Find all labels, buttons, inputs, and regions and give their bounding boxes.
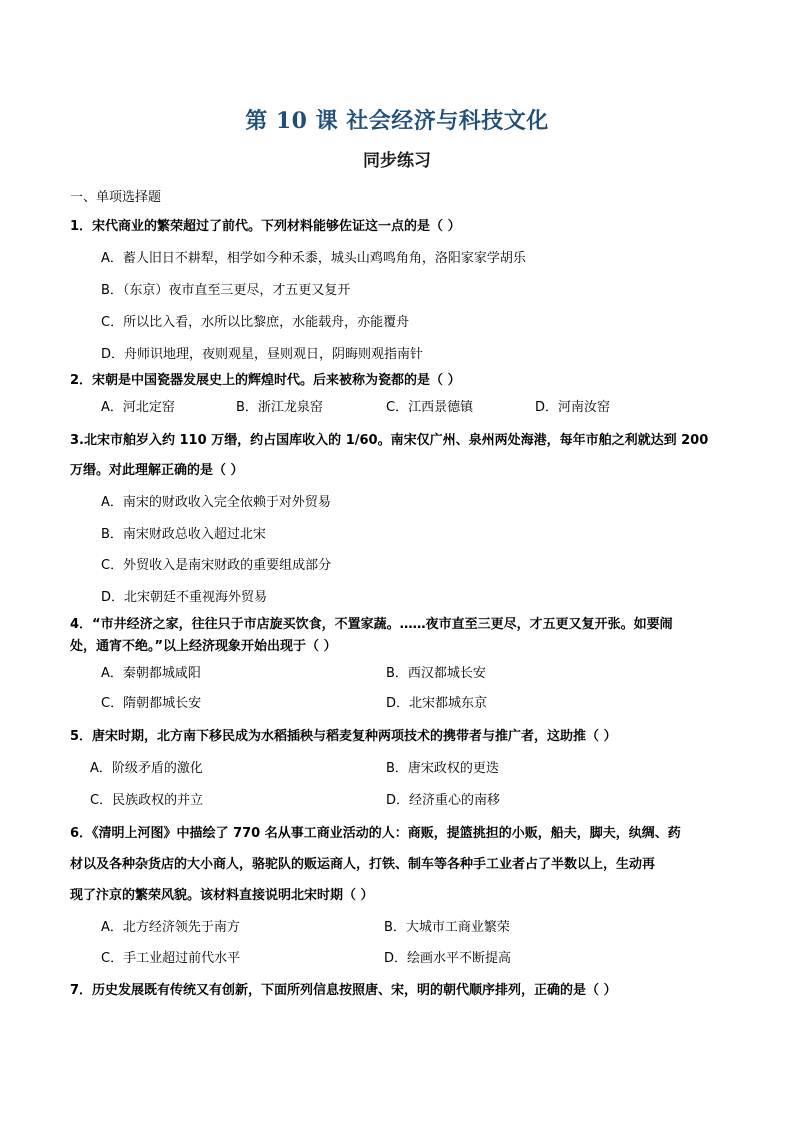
question-4-option-b: B．西汉都城长安	[386, 666, 486, 681]
question-5-option-c: C．民族政权的并立	[90, 793, 204, 808]
question-5-option-b: B．唐宋政权的更迭	[386, 761, 499, 776]
question-6-stem-line-3: 现了汴京的繁荣风貌。该材料直接说明北宋时期（ ）	[70, 888, 374, 903]
question-2-option-b: B．浙江龙泉窑	[236, 400, 323, 415]
question-3-option-c: C．外贸收入是南宋财政的重要组成部分	[101, 558, 332, 573]
question-6-option-c: C．手工业超过前代水平	[101, 951, 241, 966]
question-5-option-d: D．经济重心的南移	[386, 793, 501, 808]
question-7-stem: 7．历史发展既有传统又有创新，下面所列信息按照唐、宋，明的朝代顺序排列，正确的是（ ）	[70, 983, 617, 998]
question-4-option-d: D．北宋都城东京	[386, 696, 488, 711]
question-3-option-a: A．南宋的财政收入完全依赖于对外贸易	[101, 495, 331, 510]
question-3-stem-line-2: 万缗。对此理解正确的是（ ）	[70, 463, 244, 478]
question-5-option-a: A．阶级矛盾的激化	[90, 761, 203, 776]
question-2-option-a: A．河北定窑	[101, 400, 175, 415]
question-2-option-c: C．江西景德镇	[386, 400, 474, 415]
question-6-stem-line-2: 材以及各种杂货店的大小商人，骆驼队的贩运商人，打铁、制车等各种手工业者占了半数以上，生动再	[70, 857, 656, 872]
question-5-stem: 5．唐宋时期，北方南下移民成为水稻插秧与稻麦复种两项技术的携带者与推广者，这助推（ ）	[70, 729, 617, 744]
question-1-stem: 1．宋代商业的繁荣超过了前代。下列材料能够佐证这一点的是（ ）	[70, 219, 461, 234]
question-6-option-d: D．绘画水平不断提高	[384, 951, 512, 966]
question-3-stem-line-1: 3.北宋市舶岁入约 110 万缗，约占国库收入的 1/60。南宋仅广州、泉州两处海港，每年市舶之利就达到 200	[70, 433, 709, 448]
page-subtitle: 同步练习	[363, 151, 431, 171]
question-1-option-d: D．舟师识地理，夜则观星，昼则观日，阴晦则观指南针	[101, 347, 424, 362]
question-1-option-b: B．（东京）夜市直至三更尽，才五更又复开	[101, 283, 351, 298]
question-2-option-d: D．河南汝窑	[535, 400, 611, 415]
question-6-stem-line-1: 6．《清明上河图》中描绘了 770 名从事工商业活动的人：商贩，提篮挑担的小贩，船夫，脚夫，纨绸、药	[70, 826, 681, 841]
question-4-stem-line-2: 处，通宵不绝。”以上经济现象开始出现于（ ）	[70, 639, 337, 654]
section-heading: 一、单项选择题	[70, 190, 162, 205]
question-4-option-c: C．隋朝都城长安	[101, 696, 202, 711]
question-6-option-b: B．大城市工商业繁荣	[384, 920, 510, 935]
question-4-option-a: A．秦朝都城咸阳	[101, 666, 201, 681]
question-1-option-a: A．蓄人旧日不耕犁，相学如今种禾黍，城头山鸡鸣角角，洛阳家家学胡乐	[101, 251, 526, 266]
question-3-option-d: D．北宋朝廷不重视海外贸易	[101, 590, 268, 605]
question-6-option-a: A．北方经济领先于南方	[101, 920, 240, 935]
question-2-stem: 2．宋朝是中国瓷器发展史上的辉煌时代。后来被称为瓷都的是（ ）	[70, 373, 461, 388]
question-3-option-b: B．南宋财政总收入超过北宋	[101, 527, 266, 542]
page-title: 第 10 课 社会经济与科技文化	[245, 108, 549, 134]
question-4-stem-line-1: 4．“市井经济之家，往往只于市店旋买饮食，不置家蔬。……夜市直至三更尽，才五更又复开张。如要闹	[70, 617, 673, 632]
question-1-option-c: C．所以比入看，水所以比黎庶，水能载舟，亦能覆舟	[101, 315, 410, 330]
